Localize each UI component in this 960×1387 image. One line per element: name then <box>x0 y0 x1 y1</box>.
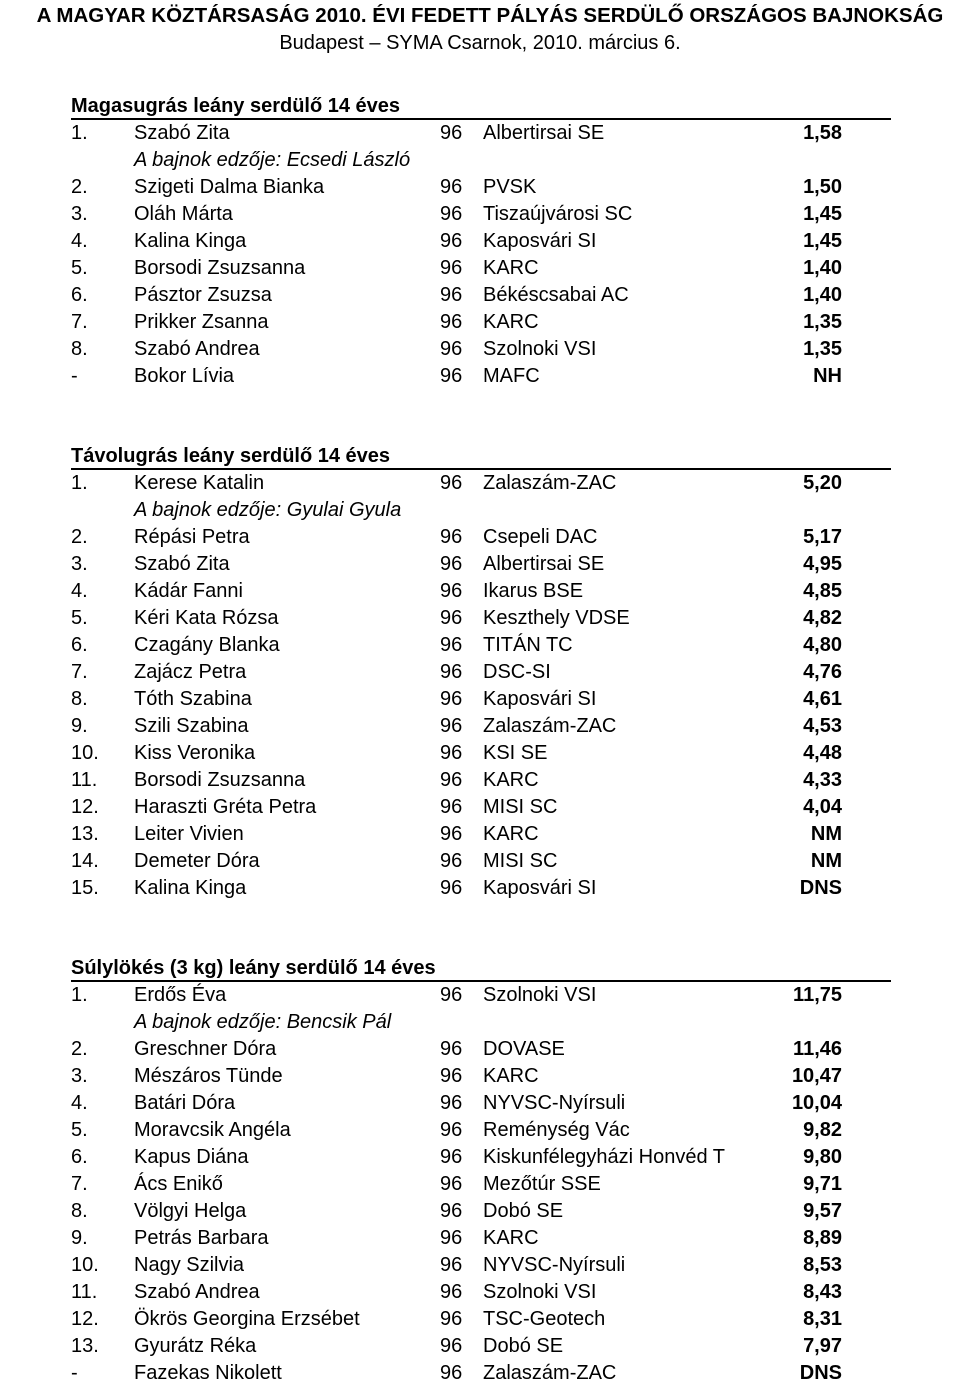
birth-year: 96 <box>440 176 463 198</box>
place-cell: 2. <box>71 526 88 548</box>
birth-year: 96 <box>440 1335 463 1357</box>
result-value: 4,82 <box>803 607 842 629</box>
club-name: KARC <box>483 1065 539 1087</box>
result-row <box>0 740 960 767</box>
club-name: Zalaszám-ZAC <box>483 472 617 494</box>
birth-year: 96 <box>440 1119 463 1141</box>
athlete-name: Nagy Szilvia <box>134 1254 245 1276</box>
result-row <box>0 282 960 309</box>
athlete-name: Szabó Andrea <box>134 338 260 360</box>
result-value: NM <box>810 850 842 872</box>
birth-year: 96 <box>440 634 463 656</box>
club-name: KARC <box>483 1227 539 1249</box>
birth-year: 96 <box>440 715 463 737</box>
place-cell: - <box>71 1362 78 1384</box>
birth-year: 96 <box>440 311 463 333</box>
athlete-name: Ács Enikő <box>134 1173 223 1195</box>
birth-year: 96 <box>440 365 463 387</box>
result-value: 4,04 <box>803 796 842 818</box>
birth-year: 96 <box>440 1065 463 1087</box>
club-name: Keszthely VDSE <box>483 607 630 629</box>
birth-year: 96 <box>440 1281 463 1303</box>
result-row <box>0 1090 960 1117</box>
birth-year: 96 <box>440 796 463 818</box>
place-cell: 1. <box>71 122 88 144</box>
club-name: KSI SE <box>483 742 548 764</box>
result-value: 1,35 <box>803 338 842 360</box>
birth-year: 96 <box>440 769 463 791</box>
result-value: 10,04 <box>791 1092 842 1114</box>
birth-year: 96 <box>440 472 463 494</box>
club-name: Zalaszám-ZAC <box>483 715 617 737</box>
athlete-name: Tóth Szabina <box>134 688 252 710</box>
place-cell: 10. <box>71 1254 99 1276</box>
result-value: NM <box>810 823 842 845</box>
result-value: 4,48 <box>803 742 842 764</box>
athlete-name: Petrás Barbara <box>134 1227 269 1249</box>
result-value: 4,33 <box>803 769 842 791</box>
birth-year: 96 <box>440 1038 463 1060</box>
birth-year: 96 <box>440 850 463 872</box>
result-row <box>0 470 960 497</box>
place-cell: 5. <box>71 607 88 629</box>
athlete-name: Borsodi Zsuzsanna <box>134 769 306 791</box>
result-value: 1,58 <box>803 122 842 144</box>
birth-year: 96 <box>440 1308 463 1330</box>
document-subtitle: Budapest – SYMA Csarnok, 2010. március 6. <box>279 32 681 54</box>
athlete-name: Szabó Andrea <box>134 1281 260 1303</box>
result-row <box>0 524 960 551</box>
athlete-name: Pásztor Zsuzsa <box>134 284 272 306</box>
club-name: DOVASE <box>483 1038 565 1060</box>
result-value: DNS <box>799 1362 842 1384</box>
place-cell: 3. <box>71 1065 88 1087</box>
club-name: NYVSC-Nyírsuli <box>483 1092 626 1114</box>
athlete-name: Kerese Katalin <box>134 472 265 494</box>
club-name: NYVSC-Nyírsuli <box>483 1254 626 1276</box>
place-cell: 2. <box>71 176 88 198</box>
result-row <box>0 605 960 632</box>
athlete-name: Szili Szabina <box>134 715 249 737</box>
club-name: Dobó SE <box>483 1200 564 1222</box>
birth-year: 96 <box>440 284 463 306</box>
result-row <box>0 686 960 713</box>
place-cell: 12. <box>71 1308 99 1330</box>
birth-year: 96 <box>440 580 463 602</box>
place-cell: 13. <box>71 1335 99 1357</box>
place-cell: 11. <box>71 769 98 791</box>
athlete-name: Kapus Diána <box>134 1146 249 1168</box>
event-title: Súlylökés (3 kg) leány serdülő 14 éves <box>71 957 436 979</box>
club-name: Zalaszám-ZAC <box>483 1362 617 1384</box>
athlete-name: Kiss Veronika <box>134 742 256 764</box>
athlete-name: Szabó Zita <box>134 553 230 575</box>
result-row <box>0 1198 960 1225</box>
result-value: 8,31 <box>803 1308 842 1330</box>
athlete-name: Zajácz Petra <box>134 661 247 683</box>
birth-year: 96 <box>440 257 463 279</box>
result-row <box>0 848 960 875</box>
result-value: 4,95 <box>803 553 842 575</box>
birth-year: 96 <box>440 230 463 252</box>
athlete-name: Mészáros Tünde <box>134 1065 283 1087</box>
result-row <box>0 363 960 390</box>
birth-year: 96 <box>440 122 463 144</box>
place-cell: 8. <box>71 688 88 710</box>
birth-year: 96 <box>440 1200 463 1222</box>
result-row <box>0 1306 960 1333</box>
club-name: KARC <box>483 257 539 279</box>
result-value: 4,61 <box>803 688 842 710</box>
athlete-name: Moravcsik Angéla <box>134 1119 291 1141</box>
result-row <box>0 336 960 363</box>
place-cell: - <box>71 365 78 387</box>
athlete-name: Haraszti Gréta Petra <box>134 796 317 818</box>
place-cell: 12. <box>71 796 99 818</box>
place-cell: 4. <box>71 580 88 602</box>
club-name: PVSK <box>483 176 537 198</box>
place-cell: 4. <box>71 1092 88 1114</box>
result-value: 1,40 <box>803 257 842 279</box>
result-row <box>0 659 960 686</box>
result-value: 9,82 <box>803 1119 842 1141</box>
place-cell: 14. <box>71 850 99 872</box>
athlete-name: Prikker Zsanna <box>134 311 269 333</box>
athlete-name: Erdős Éva <box>134 984 227 1006</box>
champion-coach: A bajnok edzője: Gyulai Gyula <box>134 499 402 521</box>
result-row <box>0 1252 960 1279</box>
birth-year: 96 <box>440 203 463 225</box>
champion-coach: A bajnok edzője: Ecsedi László <box>134 149 411 171</box>
place-cell: 8. <box>71 1200 88 1222</box>
result-row <box>0 1279 960 1306</box>
result-row <box>0 1171 960 1198</box>
club-name: MISI SC <box>483 796 558 818</box>
birth-year: 96 <box>440 742 463 764</box>
place-cell: 6. <box>71 284 88 306</box>
result-value: 9,80 <box>803 1146 842 1168</box>
result-row <box>0 1144 960 1171</box>
athlete-name: Greschner Dóra <box>134 1038 277 1060</box>
athlete-name: Batári Dóra <box>134 1092 236 1114</box>
result-row <box>0 713 960 740</box>
club-name: MAFC <box>483 365 540 387</box>
club-name: Szolnoki VSI <box>483 338 597 360</box>
result-row <box>0 1063 960 1090</box>
result-row <box>0 228 960 255</box>
club-name: MISI SC <box>483 850 558 872</box>
result-row <box>0 767 960 794</box>
birth-year: 96 <box>440 984 463 1006</box>
athlete-name: Kalina Kinga <box>134 877 247 899</box>
result-value: 4,85 <box>803 580 842 602</box>
result-value: 8,53 <box>803 1254 842 1276</box>
result-value: 11,75 <box>793 984 842 1006</box>
result-value: 1,45 <box>803 230 842 252</box>
birth-year: 96 <box>440 338 463 360</box>
birth-year: 96 <box>440 1227 463 1249</box>
result-value: 4,76 <box>803 661 842 683</box>
result-value: 8,89 <box>803 1227 842 1249</box>
result-value: DNS <box>799 877 842 899</box>
birth-year: 96 <box>440 1362 463 1384</box>
result-row <box>0 1036 960 1063</box>
club-name: Kaposvári SI <box>483 230 597 252</box>
athlete-name: Borsodi Zsuzsanna <box>134 257 306 279</box>
athlete-name: Szigeti Dalma Bianka <box>134 176 325 198</box>
result-row <box>0 875 960 902</box>
event-title: Távolugrás leány serdülő 14 éves <box>71 445 391 467</box>
result-value: 1,40 <box>803 284 842 306</box>
birth-year: 96 <box>440 553 463 575</box>
result-row <box>0 551 960 578</box>
birth-year: 96 <box>440 607 463 629</box>
result-row <box>0 821 960 848</box>
result-row <box>0 174 960 201</box>
result-value: 7,97 <box>803 1335 842 1357</box>
place-cell: 6. <box>71 634 88 656</box>
birth-year: 96 <box>440 877 463 899</box>
club-name: Tiszaújvárosi SC <box>483 203 633 225</box>
result-row <box>0 1360 960 1387</box>
champion-coach: A bajnok edzője: Bencsik Pál <box>134 1011 392 1033</box>
club-name: DSC-SI <box>483 661 551 683</box>
club-name: Kaposvári SI <box>483 877 597 899</box>
result-row <box>0 1225 960 1252</box>
club-name: TSC-Geotech <box>483 1308 606 1330</box>
birth-year: 96 <box>440 526 463 548</box>
place-cell: 7. <box>71 661 88 683</box>
result-value: 5,20 <box>803 472 842 494</box>
event-title: Magasugrás leány serdülő 14 éves <box>71 95 401 117</box>
club-name: Kaposvári SI <box>483 688 597 710</box>
athlete-name: Völgyi Helga <box>134 1200 247 1222</box>
club-name: KARC <box>483 769 539 791</box>
club-name: Szolnoki VSI <box>483 984 597 1006</box>
place-cell: 13. <box>71 823 99 845</box>
birth-year: 96 <box>440 661 463 683</box>
result-value: 9,57 <box>803 1200 842 1222</box>
place-cell: 8. <box>71 338 88 360</box>
athlete-name: Bokor Lívia <box>134 365 235 387</box>
place-cell: 11. <box>71 1281 98 1303</box>
result-row <box>0 255 960 282</box>
place-cell: 5. <box>71 1119 88 1141</box>
place-cell: 7. <box>71 311 88 333</box>
place-cell: 15. <box>71 877 99 899</box>
athlete-name: Répási Petra <box>134 526 250 548</box>
athlete-name: Czagány Blanka <box>134 634 280 656</box>
result-row <box>0 120 960 147</box>
place-cell: 3. <box>71 553 88 575</box>
result-value: 4,53 <box>803 715 842 737</box>
club-name: Ikarus BSE <box>483 580 584 602</box>
club-name: Albertirsai SE <box>483 553 605 575</box>
result-row <box>0 578 960 605</box>
birth-year: 96 <box>440 1146 463 1168</box>
place-cell: 7. <box>71 1173 88 1195</box>
athlete-name: Demeter Dóra <box>134 850 260 872</box>
result-value: 11,46 <box>793 1038 842 1060</box>
document-title: A MAGYAR KÖZTÁRSASÁG 2010. ÉVI FEDETT PÁLYÁS SERDÜLŐ ORSZÁGOS BAJNOKSÁG <box>36 4 944 27</box>
result-value: 1,35 <box>803 311 842 333</box>
result-row <box>0 1333 960 1360</box>
club-name: TITÁN TC <box>483 634 573 656</box>
club-name: Csepeli DAC <box>483 526 598 548</box>
athlete-name: Kéri Kata Rózsa <box>134 607 279 629</box>
place-cell: 9. <box>71 715 88 737</box>
result-value: NH <box>813 365 842 387</box>
club-name: Albertirsai SE <box>483 122 605 144</box>
birth-year: 96 <box>440 823 463 845</box>
club-name: Szolnoki VSI <box>483 1281 597 1303</box>
club-name: Békéscsabai AC <box>483 284 629 306</box>
result-row <box>0 309 960 336</box>
athlete-name: Fazekas Nikolett <box>134 1362 282 1384</box>
result-value: 4,80 <box>803 634 842 656</box>
athlete-name: Gyurátz Réka <box>134 1335 257 1357</box>
result-value: 9,71 <box>803 1173 842 1195</box>
place-cell: 10. <box>71 742 99 764</box>
athlete-name: Ökrös Georgina Erzsébet <box>134 1308 360 1330</box>
result-value: 1,45 <box>803 203 842 225</box>
birth-year: 96 <box>440 1173 463 1195</box>
athlete-name: Kádár Fanni <box>134 580 243 602</box>
place-cell: 6. <box>71 1146 88 1168</box>
athlete-name: Oláh Márta <box>134 203 233 225</box>
place-cell: 4. <box>71 230 88 252</box>
athlete-name: Szabó Zita <box>134 122 230 144</box>
birth-year: 96 <box>440 688 463 710</box>
club-name: KARC <box>483 823 539 845</box>
athlete-name: Leiter Vivien <box>134 823 244 845</box>
result-value: 8,43 <box>803 1281 842 1303</box>
club-name: Dobó SE <box>483 1335 564 1357</box>
club-name: Reménység Vác <box>483 1119 630 1141</box>
result-value: 10,47 <box>791 1065 842 1087</box>
result-value: 5,17 <box>803 526 842 548</box>
athlete-name: Kalina Kinga <box>134 230 247 252</box>
place-cell: 1. <box>71 472 88 494</box>
result-value: 1,50 <box>803 176 842 198</box>
birth-year: 96 <box>440 1254 463 1276</box>
club-name: Kiskunfélegyházi Honvéd T <box>483 1146 725 1168</box>
place-cell: 1. <box>71 984 88 1006</box>
place-cell: 9. <box>71 1227 88 1249</box>
place-cell: 2. <box>71 1038 88 1060</box>
result-row <box>0 982 960 1009</box>
place-cell: 3. <box>71 203 88 225</box>
place-cell: 5. <box>71 257 88 279</box>
club-name: KARC <box>483 311 539 333</box>
club-name: Mezőtúr SSE <box>483 1173 601 1195</box>
result-row <box>0 794 960 821</box>
birth-year: 96 <box>440 1092 463 1114</box>
result-row <box>0 1117 960 1144</box>
result-row <box>0 632 960 659</box>
result-row <box>0 201 960 228</box>
